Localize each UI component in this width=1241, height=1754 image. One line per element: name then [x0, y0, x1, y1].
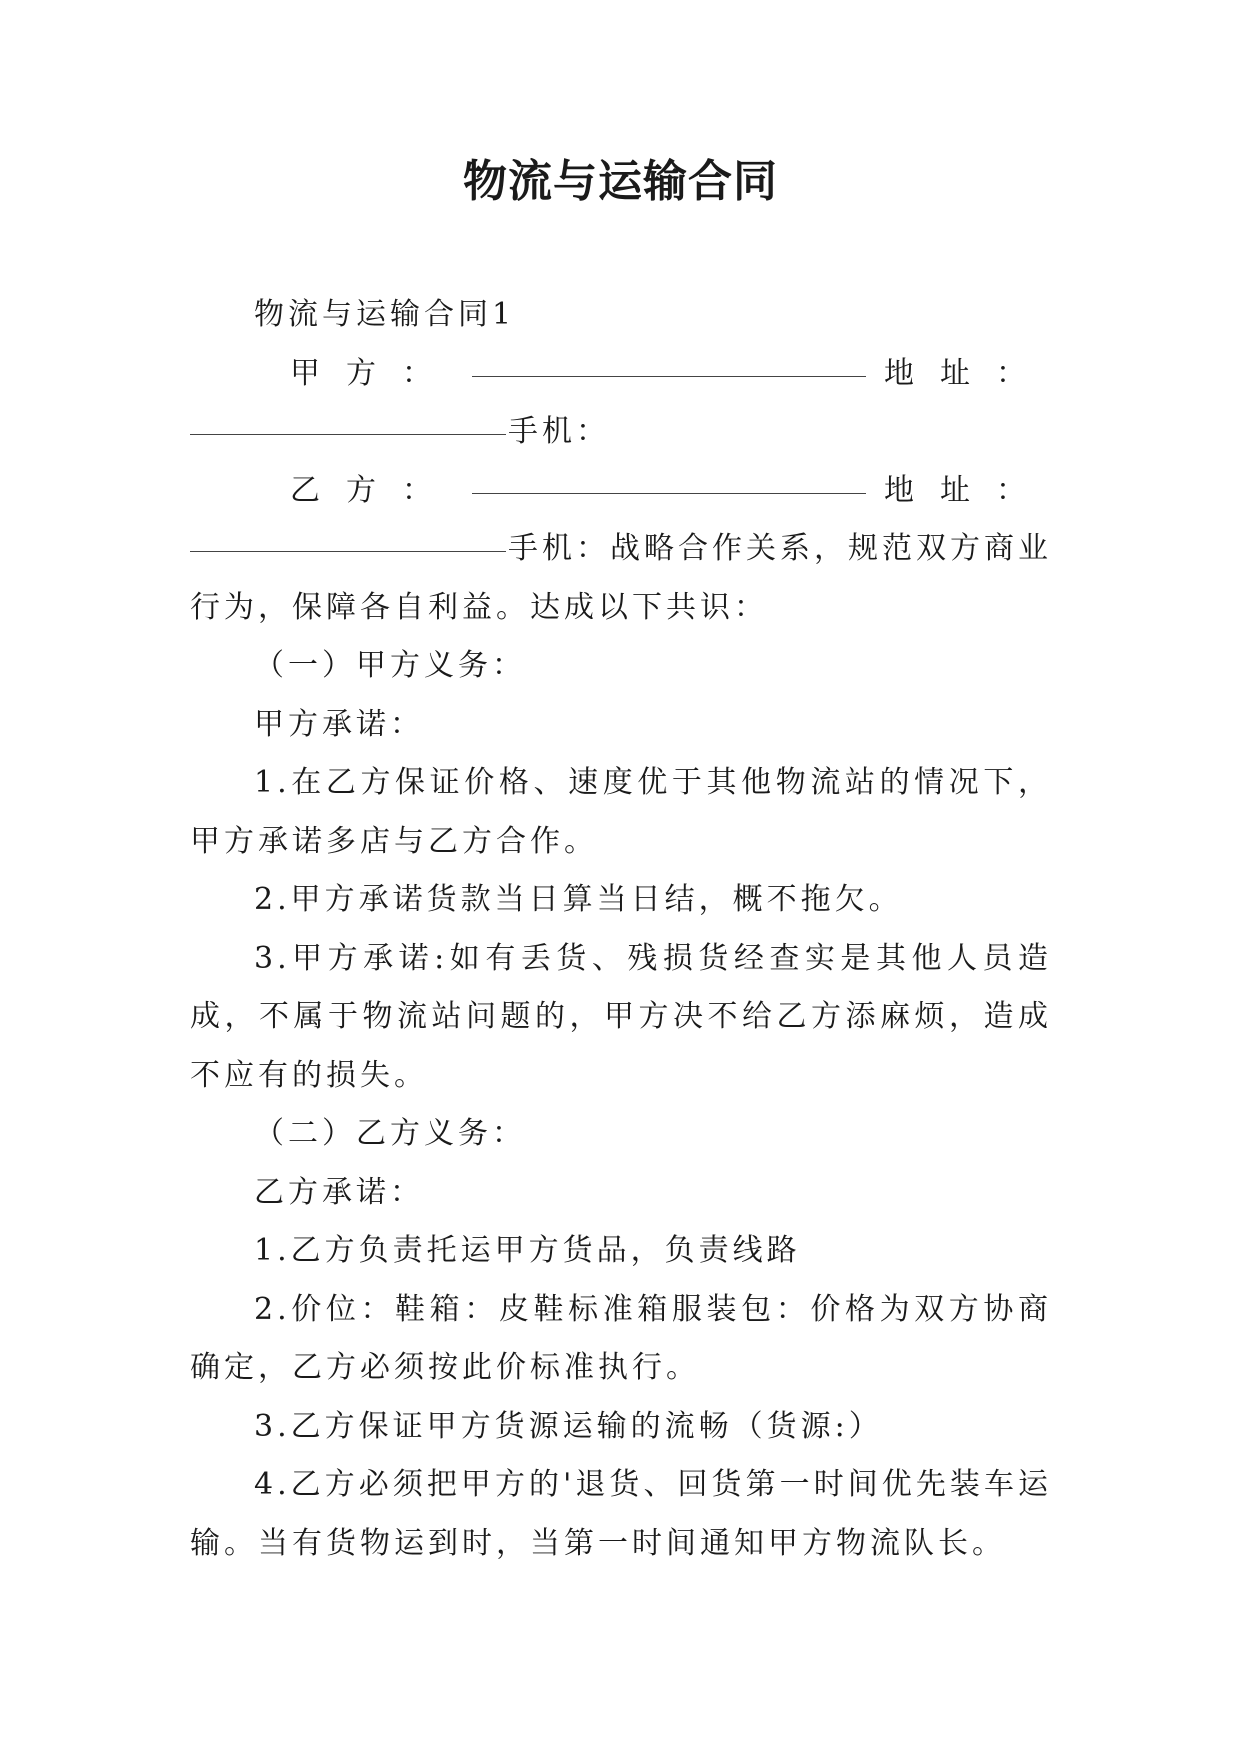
clause-a-1: 1.在乙方保证价格、速度优于其他物流站的情况下，甲方承诺多店与乙方合作。: [190, 765, 1052, 859]
clause-b-2: 2.价位：鞋箱：皮鞋标准箱服装包：价格为双方协商确定，乙方必须按此价标准执行。: [190, 1291, 1052, 1385]
party-a-line: [190, 345, 1052, 404]
party-a-address-blank: [190, 434, 506, 435]
document-title: 物流与运输合同: [463, 156, 778, 207]
party-b-phone-text: 手机：战略合作关系，规范双方商业: [508, 531, 1052, 566]
section-heading-a: （一）甲方义务：: [254, 648, 526, 683]
party-b-name-blank: [472, 493, 866, 494]
party-b-address-blank: [190, 551, 506, 552]
clause-a-3: 3.甲方承诺:如有丢货、残损货经查实是其他人员造成，不属于物流站问题的，甲方决不给乙方添麻烦，造成不应有的损失。: [190, 940, 1052, 1093]
document-body: [190, 286, 1052, 1573]
clause-b-3: 3.乙方保证甲方货源运输的流畅（货源:）: [254, 1408, 883, 1444]
paragraph-1: 行为，保障各自利益。达成以下共识：: [190, 589, 768, 625]
party-a-phone-label: 手机：: [508, 414, 610, 449]
party-a-phone-line: [190, 403, 1052, 462]
party-b-line: [190, 462, 1052, 521]
section-heading-b: （二）乙方义务：: [254, 1116, 526, 1151]
clause-b-4: 4.乙方必须把甲方的'退货、回货第一时间优先装车运输。当有货物运到时，当第一时间通知甲方物流队长。: [190, 1467, 1052, 1561]
clause-b-1: 1.乙方负责托运甲方货品，负责线路: [254, 1233, 801, 1268]
party-b-phone-line: [190, 520, 1052, 579]
clause-a-2: 2.甲方承诺货款当日算当日结，概不拖欠。: [254, 882, 903, 917]
party-a-label: 甲方：: [290, 355, 458, 391]
paragraph-3: 甲方承诺：: [254, 706, 424, 742]
subtitle: 物流与运输合同1: [254, 297, 516, 332]
party-a-name-blank: [472, 376, 866, 377]
party-a-address-label: 地址：: [884, 355, 1052, 391]
party-b-label: 乙方：: [290, 472, 458, 508]
paragraph-8: 乙方承诺：: [254, 1174, 424, 1210]
party-b-address-label: 地址：: [884, 472, 1052, 508]
